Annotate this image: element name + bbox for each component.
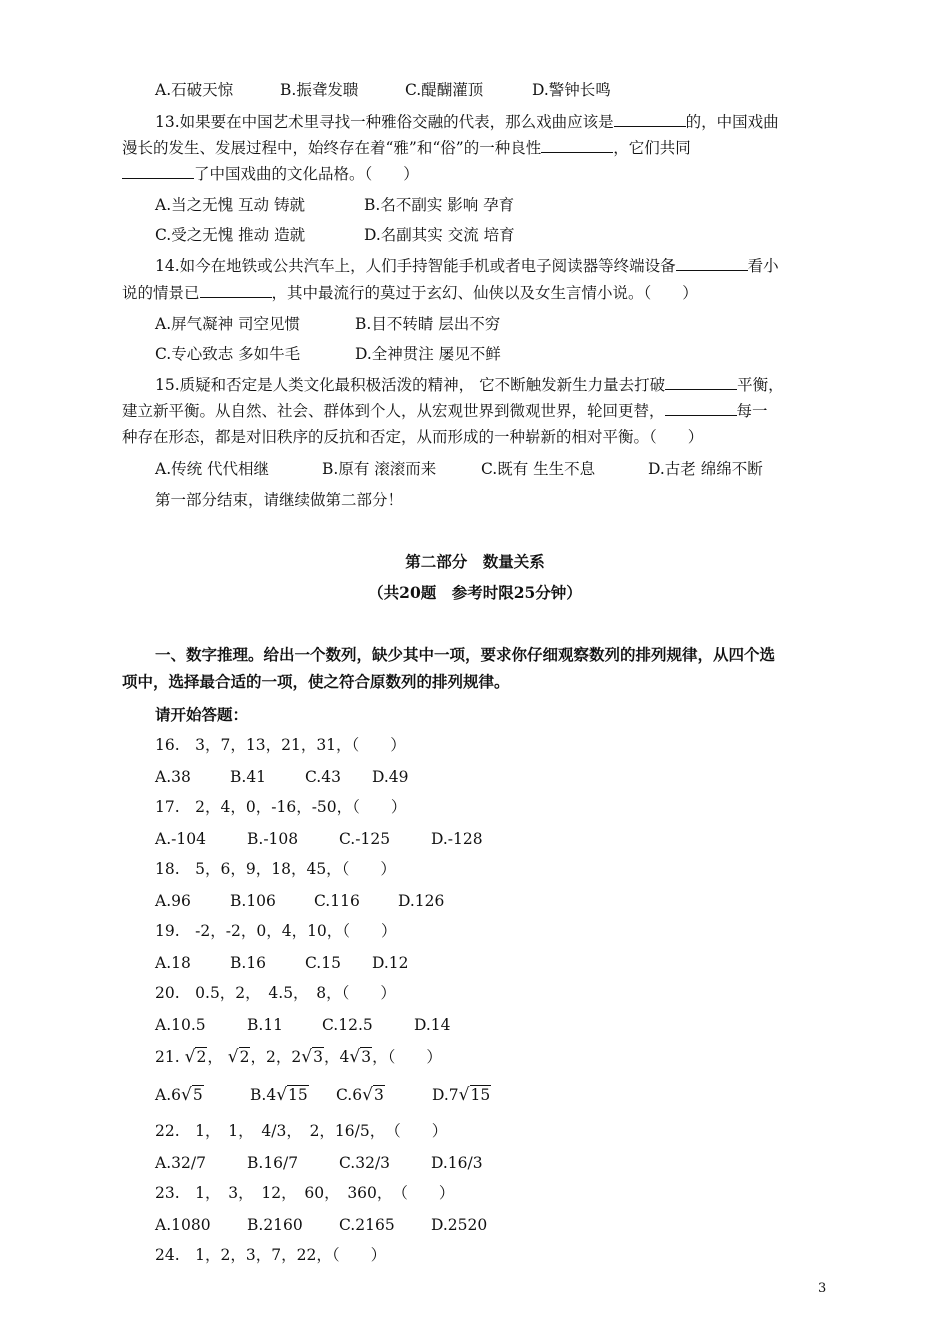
- option: C.既有 生生不息: [481, 460, 596, 478]
- option: C.116: [314, 892, 360, 910]
- answer-blank: [665, 375, 737, 390]
- option: B.振聋发聩: [280, 81, 359, 99]
- option: A.屏气凝神 司空见惯: [155, 315, 301, 333]
- option: D.2520: [431, 1216, 488, 1234]
- option: C.43: [305, 768, 341, 786]
- q23-options: [155, 1215, 487, 1235]
- q18-options: [155, 891, 444, 911]
- option: A.1080: [155, 1216, 211, 1234]
- q20-options: [155, 1015, 451, 1035]
- option: C.15: [305, 954, 341, 972]
- q14-options-row2: [155, 344, 501, 364]
- option: A.38: [155, 768, 191, 786]
- answer-blank: [200, 283, 272, 298]
- q13-line3: 了中国戏曲的文化品格。（ ）: [122, 164, 419, 184]
- radical-term: 2√3: [291, 1047, 323, 1067]
- option: B.4√15: [250, 1085, 308, 1105]
- q14-options-row1: [155, 314, 500, 334]
- option: B.16/7: [247, 1154, 299, 1172]
- answer-blank: [541, 138, 613, 153]
- start-prompt: 请开始答题：: [155, 705, 249, 724]
- option: A.18: [155, 954, 191, 972]
- option: D.49: [372, 768, 409, 786]
- option: C.12.5: [322, 1016, 373, 1034]
- answer-blank: [676, 256, 748, 271]
- option: A.6√5: [155, 1085, 203, 1105]
- option: C.32/3: [339, 1154, 391, 1172]
- option: A.传统 代代相继: [155, 460, 270, 478]
- option: B.11: [247, 1016, 284, 1034]
- option: A.96: [155, 892, 191, 910]
- q13-line2: 漫长的发生、发展过程中，始终存在着“雅”和“俗”的一种良性 ，它们共同: [122, 139, 691, 157]
- option: A.石破天惊: [155, 81, 234, 99]
- option: B.2160: [247, 1216, 303, 1234]
- answer-blank: [122, 164, 194, 179]
- option: D.-128: [431, 830, 483, 848]
- option: C.6√3: [336, 1085, 384, 1105]
- option: A.10.5: [155, 1016, 206, 1034]
- radical-term: √2: [227, 1047, 250, 1067]
- option: B.目不转睛 层出不穷: [355, 315, 501, 333]
- radical-term: 4√3: [339, 1047, 372, 1067]
- option: A.-104: [155, 830, 206, 848]
- section-instruction-line2: 项中，选择最合适的一项，使之符合原数列的排列规律。: [122, 672, 510, 691]
- option: B.16: [230, 954, 267, 972]
- option: B.41: [230, 768, 267, 786]
- part-end-note: 第一部分结束，请继续做第二部分！: [155, 491, 404, 509]
- option: C.醍醐灌顶: [405, 81, 484, 99]
- radical-term: √2: [184, 1047, 207, 1067]
- option: D.警钟长鸣: [532, 81, 611, 99]
- q15-line2: 建立新平衡。从自然、社会、群体到个人，从宏观世界到微观世界，轮回更替， 每一: [122, 402, 768, 420]
- option: C.受之无愧 推动 造就: [155, 226, 306, 244]
- option: B.-108: [247, 830, 299, 848]
- q19-options: [155, 953, 409, 973]
- q19-stem: 19. -2，-2，0，4，10，（ ）: [155, 922, 397, 940]
- q16-stem: 16. 3，7，13，21，31，（ ）: [155, 736, 406, 754]
- q22-stem: 22. 1， 1， 4/3， 2，16/5， （ ）: [155, 1122, 448, 1140]
- option: A.32/7: [155, 1154, 206, 1172]
- q21-options: [155, 1085, 491, 1105]
- q17-options: [155, 829, 483, 849]
- q21-stem: 21. √2， √2，2，2√3，4√3，（ ）: [155, 1047, 442, 1067]
- option: D.全神贯注 屡见不鲜: [355, 345, 501, 363]
- q14-line2: 说的情景已 ，其中最流行的莫过于玄幻、仙侠以及女生言情小说。（ ）: [122, 284, 698, 302]
- option: D.7√15: [432, 1085, 491, 1105]
- option: D.126: [398, 892, 445, 910]
- q16-options: [155, 767, 409, 787]
- answer-blank: [614, 112, 686, 127]
- option: B.106: [230, 892, 276, 910]
- option: D.12: [372, 954, 409, 972]
- q13-options-row1: [155, 195, 514, 215]
- q15-options: [155, 459, 763, 479]
- option: B.原有 滚滚而来: [322, 460, 437, 478]
- q12-options: [155, 80, 611, 100]
- q13-line1: 13.如果要在中国艺术里寻找一种雅俗交融的代表，那么戏曲应该是 的，中国戏曲: [155, 113, 779, 131]
- page-number: 3: [818, 1281, 827, 1296]
- q13-options-row2: [155, 225, 515, 245]
- q15-line3: 种存在形态，都是对旧秩序的反抗和否定，从而形成的一种崭新的相对平衡。（ ）: [122, 428, 704, 446]
- option: A.当之无愧 互动 铸就: [155, 196, 305, 214]
- option: D.14: [414, 1016, 451, 1034]
- option: B.名不副实 影响 孕育: [364, 196, 515, 214]
- option: C.专心致志 多如牛毛: [155, 345, 301, 363]
- q23-stem: 23. 1， 3， 12， 60， 360， （ ）: [155, 1184, 455, 1202]
- q14-line1: 14.如今在地铁或公共汽车上，人们手持智能手机或者电子阅读器等终端设备 看小: [155, 257, 779, 275]
- option: C.2165: [339, 1216, 395, 1234]
- q15-line1: 15.质疑和否定是人类文化最积极活泼的精神， 它不断触发新生力量去打破 平衡，: [155, 376, 784, 394]
- part2-subtitle: （共20题 参考时限25分钟）: [368, 583, 582, 602]
- q24-stem: 24. 1，2，3，7，22，（ ）: [155, 1246, 387, 1264]
- q22-options: [155, 1153, 483, 1173]
- option: D.古老 绵绵不断: [648, 460, 763, 478]
- option: C.-125: [339, 830, 391, 848]
- answer-blank: [665, 401, 737, 416]
- q17-stem: 17. 2，4，0，-16，-50，（ ）: [155, 798, 407, 816]
- section-instruction-line1: 一、数字推理。给出一个数列，缺少其中一项，要求你仔细观察数列的排列规律，从四个选: [155, 645, 776, 664]
- part2-title: 第二部分 数量关系: [405, 552, 545, 571]
- q18-stem: 18. 5，6，9，18，45，（ ）: [155, 860, 396, 878]
- q20-stem: 20. 0.5，2， 4.5， 8，（ ）: [155, 984, 396, 1002]
- option: D.16/3: [431, 1154, 483, 1172]
- option: D.名副其实 交流 培育: [364, 226, 515, 244]
